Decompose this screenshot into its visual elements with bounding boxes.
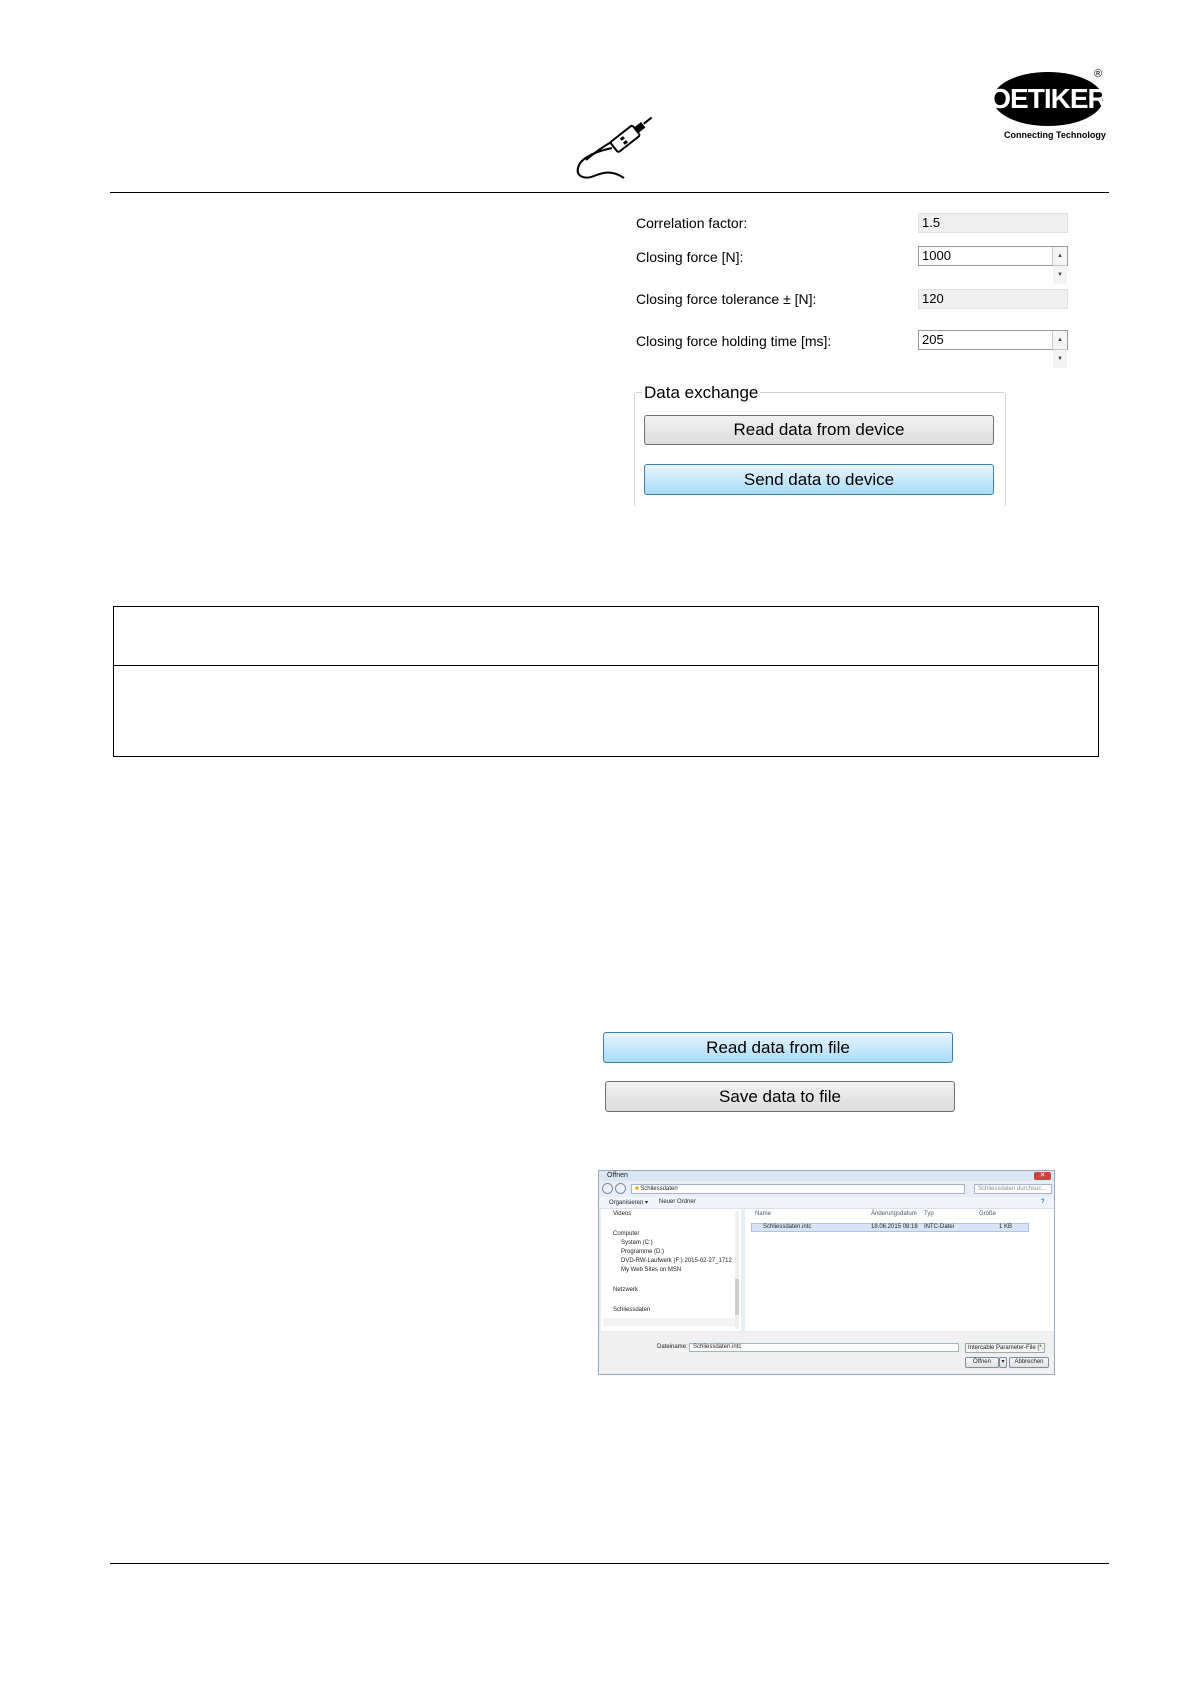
column-header-type[interactable]: Typ	[924, 1211, 934, 1217]
spin-up-icon[interactable]: ▲	[1053, 247, 1067, 265]
closing-force-tolerance-field: 120	[918, 289, 1068, 309]
file-name: Schliessdaten.intc	[763, 1224, 812, 1230]
closing-force-input[interactable]	[918, 246, 1068, 278]
nav-scrollbar-thumb[interactable]	[735, 1279, 739, 1315]
data-exchange-title: Data exchange	[644, 383, 759, 402]
holding-time-value: 205	[922, 332, 944, 347]
column-header-name[interactable]: Name	[755, 1211, 772, 1217]
logo-tagline: Connecting Technology	[1004, 130, 1106, 140]
holding-time-spinner[interactable]	[1052, 331, 1067, 362]
organize-menu[interactable]: Organisieren ▾	[609, 1200, 649, 1206]
filename-label: Dateiname:	[657, 1344, 688, 1350]
file-size: 1 KB	[999, 1224, 1013, 1230]
logo-text: OETIKER	[989, 83, 1107, 114]
nav-item-schliessdaten[interactable]: Schliessdaten	[613, 1307, 651, 1313]
open-file-dialog	[598, 1170, 1055, 1375]
address-path: Schliessdaten	[640, 1186, 678, 1192]
file-date: 18.06.2015 08:18	[871, 1224, 918, 1230]
holding-time-label: Closing force holding time [ms]:	[636, 333, 832, 349]
read-from-file-button[interactable]: Read data from file	[603, 1032, 953, 1063]
nav-item-web-sites[interactable]: My Web Sites on MSN	[621, 1267, 682, 1273]
save-to-file-button[interactable]: Save data to file	[605, 1081, 955, 1112]
closing-force-value: 1000	[922, 248, 951, 263]
search-input[interactable]	[974, 1184, 1052, 1194]
navigation-pane	[601, 1209, 741, 1331]
close-icon[interactable]: ✕	[1034, 1172, 1051, 1180]
usb-cable-icon	[572, 108, 664, 182]
send-to-device-button[interactable]: Send data to device	[644, 464, 994, 495]
dialog-title: Öffnen	[607, 1172, 628, 1179]
folder-icon: ■	[635, 1186, 639, 1192]
empty-table	[113, 606, 1099, 757]
closing-force-tolerance-label: Closing force tolerance ± [N]:	[636, 291, 817, 307]
dialog-titlebar	[599, 1171, 1054, 1181]
file-type: INTC-Datei	[924, 1224, 955, 1230]
nav-item-system[interactable]: System (C:)	[621, 1240, 653, 1246]
forward-icon[interactable]	[615, 1183, 626, 1194]
nav-item-network[interactable]: Netzwerk	[613, 1287, 639, 1293]
dialog-footer	[599, 1332, 1054, 1375]
footer-rule	[110, 1563, 1109, 1564]
read-from-device-button[interactable]: Read data from device	[644, 415, 994, 445]
registered-mark: ®	[1094, 68, 1103, 80]
spin-down-icon[interactable]: ▼	[1053, 349, 1067, 368]
nav-item-computer[interactable]: Computer	[613, 1231, 640, 1237]
back-icon[interactable]	[602, 1183, 613, 1194]
help-icon[interactable]: ?	[1041, 1199, 1045, 1205]
table-row-divider	[114, 665, 1098, 666]
correlation-factor-field: 1.5	[918, 213, 1068, 233]
search-placeholder: Schliessdaten durchsuc...	[978, 1186, 1047, 1192]
spin-down-icon[interactable]: ▼	[1053, 265, 1067, 284]
closing-force-spinner[interactable]	[1052, 247, 1067, 278]
column-header-date[interactable]: Änderungsdatum	[871, 1211, 917, 1217]
spin-up-icon[interactable]: ▲	[1053, 331, 1067, 349]
selected-nav-item	[603, 1318, 739, 1326]
open-dropdown-icon[interactable]: ▾	[999, 1357, 1007, 1368]
header-rule	[110, 192, 1109, 193]
nav-item-videos[interactable]: Videos	[613, 1211, 632, 1217]
column-header-size[interactable]: Größe	[979, 1211, 997, 1217]
new-folder-button[interactable]: Neuer Ordner	[659, 1199, 696, 1205]
holding-time-input[interactable]	[918, 330, 1068, 362]
nav-item-programme[interactable]: Programme (D:)	[621, 1249, 665, 1255]
open-button[interactable]: Öffnen	[965, 1357, 999, 1368]
address-bar[interactable]	[631, 1184, 965, 1194]
cancel-button[interactable]: Abbrechen	[1009, 1357, 1049, 1368]
filetype-select[interactable]: Intercable Parameter-File (*.	[965, 1343, 1045, 1353]
closing-force-label: Closing force [N]:	[636, 249, 744, 265]
oetiker-logo	[989, 72, 1107, 126]
nav-item-dvd[interactable]: DVD-RW-Laufwerk (F:) 2015-02-27_1712	[621, 1258, 732, 1264]
filename-input[interactable]: Schliessdaten.intc	[689, 1343, 959, 1352]
correlation-factor-label: Correlation factor:	[636, 215, 748, 231]
